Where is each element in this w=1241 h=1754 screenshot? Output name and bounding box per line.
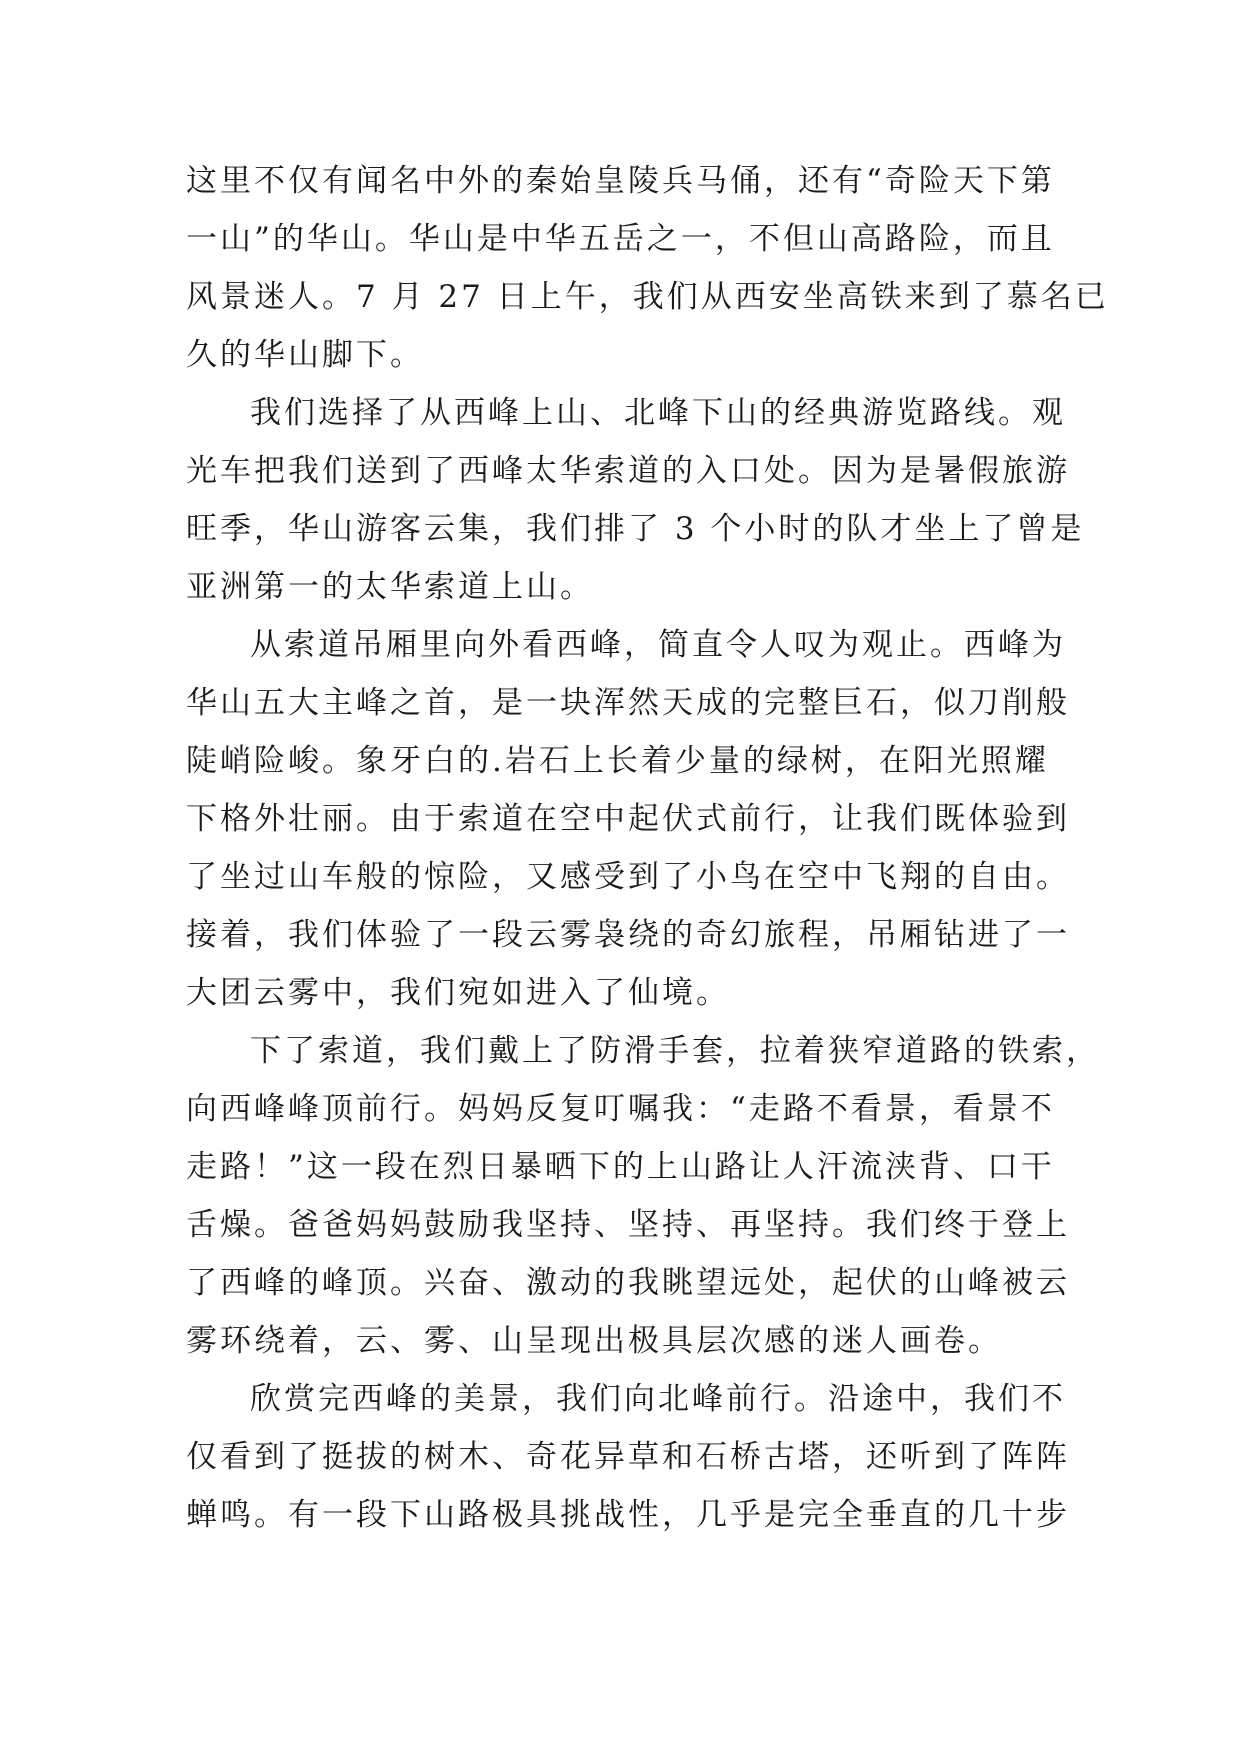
paragraph-4 xyxy=(186,1022,1100,1370)
text-line: 久的华山脚下。 xyxy=(186,337,424,373)
text-line: 陡峭险峻。象牙白的.岩石上长着少量的绿树，在阳光照耀 xyxy=(186,743,1049,779)
text-line: 接着，我们体验了一段云雾袅绕的奇幻旅程，吊厢钻进了一 xyxy=(186,917,1070,953)
document-body xyxy=(186,152,1109,1544)
text-line: 舌燥。爸爸妈妈鼓励我坚持、坚持、再坚持。我们终于登上 xyxy=(186,1207,1070,1243)
text-line: 蝉鸣。有一段下山路极具挑战性，几乎是完全垂直的几十步 xyxy=(186,1497,1070,1533)
text-line: 旺季，华山游客云集，我们排了 3 个小时的队才坐上了曾是 xyxy=(186,511,1085,547)
text-line: 雾环绕着，云、雾、山呈现出极具层次感的迷人画卷。 xyxy=(186,1323,1002,1359)
text-line: 从索道吊厢里向外看西峰，简直令人叹为观止。西峰为 xyxy=(250,627,1066,663)
paragraph-2 xyxy=(186,384,1085,616)
text-line: 亚洲第一的太华索道上山。 xyxy=(186,569,594,605)
text-line: 这里不仅有闻名中外的秦始皇陵兵马俑，还有“奇险天下第 xyxy=(186,163,1055,199)
text-line: 下了索道，我们戴上了防滑手套，拉着狭窄道路的铁索， xyxy=(250,1033,1100,1069)
text-line: 风景迷人。7 月 27 日上午，我们从西安坐高铁来到了慕名已 xyxy=(186,279,1109,315)
text-line: 一山”的华山。华山是中华五岳之一，不但山高路险，而且 xyxy=(186,221,1055,257)
text-line: 向西峰峰顶前行。妈妈反复叮嘱我：“走路不看景，看景不 xyxy=(186,1091,1055,1127)
text-line: 了西峰的峰顶。兴奋、激动的我眺望远处，起伏的山峰被云 xyxy=(186,1265,1070,1301)
text-line: 华山五大主峰之首，是一块浑然天成的完整巨石，似刀削般 xyxy=(186,685,1070,721)
paragraph-5 xyxy=(186,1370,1070,1544)
text-line: 下格外壮丽。由于索道在空中起伏式前行，让我们既体验到 xyxy=(186,801,1070,837)
text-line: 走路！”这一段在烈日暴晒下的上山路让人汗流浃背、口干 xyxy=(186,1149,1055,1185)
text-line: 我们选择了从西峰上山、北峰下山的经典游览路线。观 xyxy=(250,395,1066,431)
text-line: 光车把我们送到了西峰太华索道的入口处。因为是暑假旅游 xyxy=(186,453,1070,489)
text-line: 欣赏完西峰的美景，我们向北峰前行。沿途中，我们不 xyxy=(250,1381,1066,1417)
text-line: 仅看到了挺拔的树木、奇花异草和石桥古塔，还听到了阵阵 xyxy=(186,1439,1070,1475)
text-line: 大团云雾中，我们宛如进入了仙境。 xyxy=(186,975,730,1011)
paragraph-1 xyxy=(186,152,1109,384)
text-line: 了坐过山车般的惊险，又感受到了小鸟在空中飞翔的自由。 xyxy=(186,859,1070,895)
paragraph-3 xyxy=(186,616,1070,1022)
